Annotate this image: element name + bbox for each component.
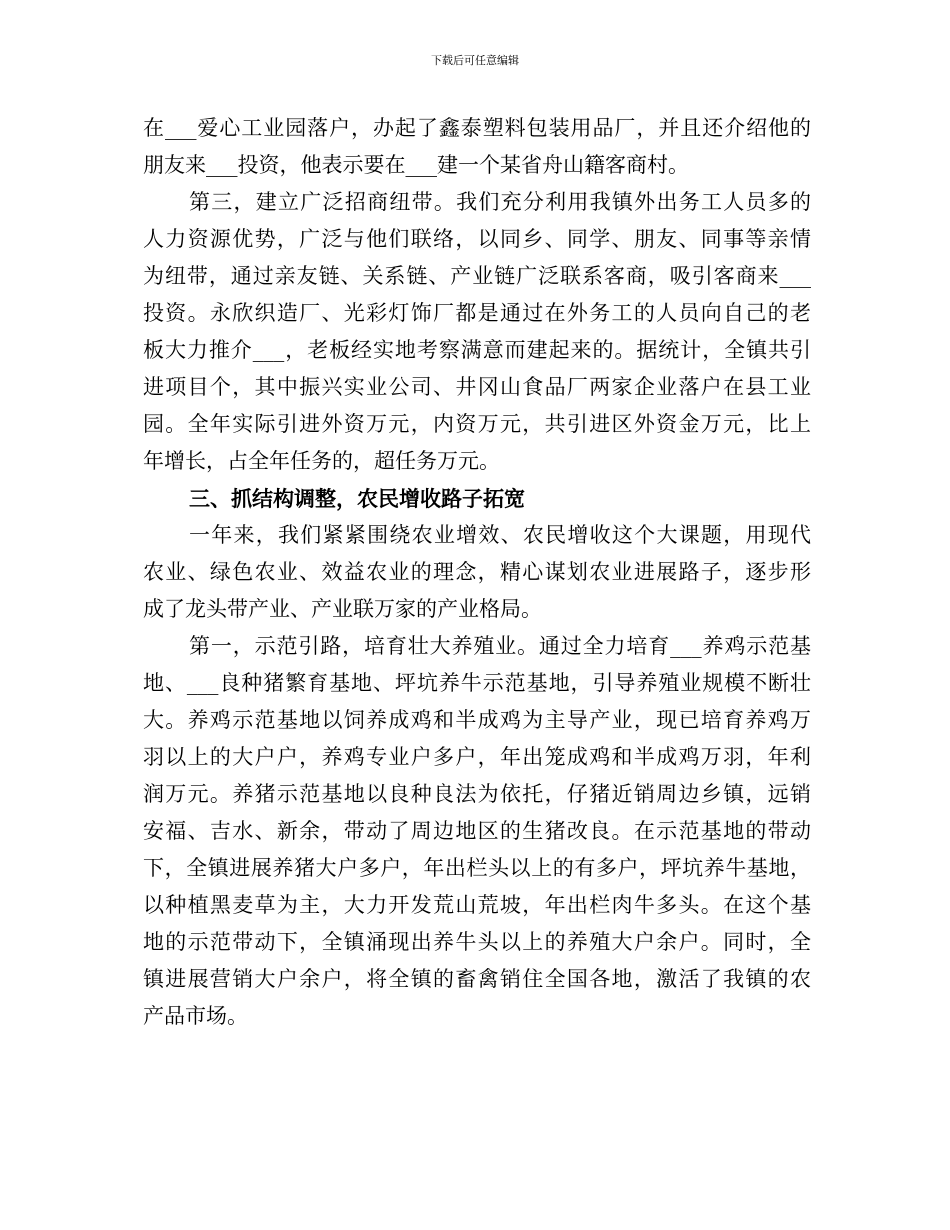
text-line: 第三，建立广泛招商纽带。我们充分利用我镇外出务工人员多的 [189, 190, 811, 214]
text-line: 成了龙头带产业、产业联万家的产业格局。 [143, 597, 542, 621]
text-line: 板大力推介___，老板经实地考察满意而建起来的。据统计，全镇共引 [143, 338, 811, 362]
text-line: 投资。永欣织造厂、光彩灯饰厂都是通过在外务工的人员向自己的老 [143, 301, 811, 325]
section-heading: 三、抓结构调整，农民增收路子拓宽 [189, 486, 525, 511]
text-line: 以种植黑麦草为主，大力开发荒山荒坡，年出栏肉牛多头。在这个基 [143, 893, 811, 917]
text-line: 大。养鸡示范基地以饲养成鸡和半成鸡为主导产业，现已培育养鸡万 [143, 708, 811, 732]
text-line: 地的示范带动下，全镇涌现出养牛头以上的养殖大户余户。同时，全 [143, 930, 811, 954]
document-body [143, 110, 811, 1035]
text-line: 地、___良种猪繁育基地、坪坑养牛示范基地，引导养殖业规模不断壮 [143, 671, 811, 695]
text-line: 下，全镇进展养猪大户多户，年出栏头以上的有多户，坪坑养牛基地， [143, 856, 811, 880]
text-line: 羽以上的大户户，养鸡专业户多户，年出笼成鸡和半成鸡万羽，年利 [143, 745, 811, 769]
text-line: 安福、吉水、新余，带动了周边地区的生猪改良。在示范基地的带动 [143, 819, 811, 843]
text-line: 人力资源优势，广泛与他们联络，以同乡、同学、朋友、同事等亲情 [143, 227, 811, 251]
text-line: 年增长，占全年任务的，超任务万元。 [143, 449, 500, 473]
text-line: 镇进展营销大户余户，将全镇的畜禽销住全国各地，激活了我镇的农 [143, 967, 811, 991]
text-line: 进项目个，其中振兴实业公司、井冈山食品厂两家企业落户在县工业 [143, 375, 811, 399]
text-line: 为纽带，通过亲友链、关系链、产业链广泛联系客商，吸引客商来___ [143, 264, 811, 288]
text-line: 农业、绿色农业、效益农业的理念，精心谋划农业进展路子，逐步形 [143, 560, 811, 584]
text-line: 产品市场。 [143, 1004, 248, 1028]
text-line: 朋友来___投资，他表示要在___建一个某省舟山籍客商村。 [143, 153, 689, 177]
text-line: 润万元。养猪示范基地以良种良法为依托，仔猪近销周边乡镇，远销 [143, 782, 811, 806]
page-header: 下载后可任意编辑 [431, 54, 519, 67]
text-line: 第一，示范引路，培育壮大养殖业。通过全力培育___养鸡示范基 [189, 634, 811, 658]
text-line: 在___爱心工业园落户，办起了鑫泰塑料包装用品厂，并且还介绍他的 [143, 116, 811, 140]
text-line: 一年来，我们紧紧围绕农业增效、农民增收这个大课题，用现代 [189, 523, 811, 547]
text-line: 园。全年实际引进外资万元，内资万元，共引进区外资金万元，比上 [143, 412, 811, 436]
